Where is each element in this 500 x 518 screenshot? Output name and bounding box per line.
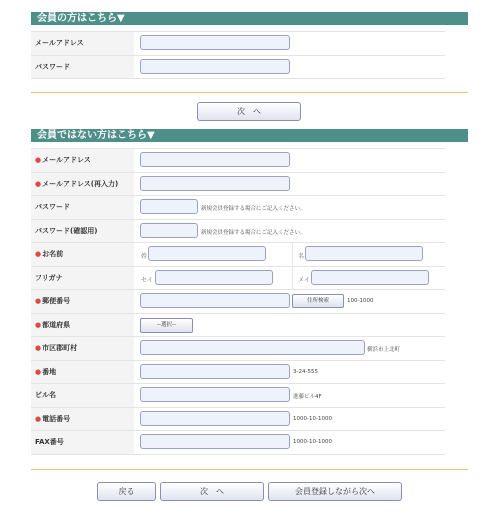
guest-name-label: ●お名前 — [31, 243, 134, 266]
last-kana-input[interactable] — [155, 270, 273, 285]
guest-kana-label: フリガナ — [31, 267, 134, 290]
guest-street-label: ●番地 — [31, 361, 134, 384]
guest-postal-row — [31, 290, 445, 314]
fax-input[interactable] — [140, 434, 290, 449]
guest-phone-row — [31, 408, 445, 432]
required-mark: ● — [35, 320, 42, 329]
required-mark: ● — [35, 250, 42, 258]
guest-password-confirm-row — [31, 220, 445, 244]
guest-email-input[interactable] — [140, 152, 290, 167]
required-mark: ● — [35, 297, 42, 305]
required-mark: ● — [35, 367, 42, 376]
password-note: 新規会員登録する場合にご記入ください。 — [201, 206, 306, 212]
postal-search-button[interactable]: 住所検索 — [292, 294, 344, 308]
phone-example: 1000-10-1000 — [293, 415, 332, 422]
first-name-prefix: 名 — [298, 253, 305, 260]
divider — [31, 469, 468, 470]
column-separator — [292, 267, 293, 290]
guest-section-header: 会員ではない方はこちら▼ — [31, 129, 468, 142]
prefecture-select[interactable]: --選択-- — [140, 318, 193, 333]
back-button[interactable]: 戻る — [97, 482, 156, 501]
fax-example: 1000-10-1000 — [293, 439, 332, 445]
required-mark: ● — [35, 179, 42, 188]
member-login-form — [31, 31, 445, 79]
guest-password-input[interactable] — [140, 199, 198, 214]
column-separator — [292, 243, 293, 266]
city-input[interactable] — [140, 340, 365, 355]
guest-email-confirm-input[interactable] — [140, 176, 290, 191]
member-email-input[interactable] — [140, 35, 290, 50]
guest-email-confirm-label: ●メールアドレス(再入力) — [31, 173, 134, 196]
street-example: 3-24-555 — [293, 368, 318, 375]
member-email-row — [31, 32, 445, 56]
postal-example: 100-1000 — [347, 298, 374, 304]
building-example: 進藤ビル4F — [293, 394, 322, 400]
guest-city-label: ●市区郡町村 — [31, 337, 134, 360]
member-next-button[interactable]: 次 へ — [197, 102, 301, 121]
guest-password-confirm-label: パスワード(確認用) — [31, 220, 134, 243]
member-password-label: パスワード — [31, 56, 134, 79]
guest-password-row — [31, 196, 445, 220]
guest-fax-label: FAX番号 — [31, 431, 134, 454]
guest-building-row — [31, 384, 445, 408]
member-section-header: 会員の方はこちら▼ — [31, 12, 468, 25]
last-name-input[interactable] — [148, 246, 266, 261]
first-name-input[interactable] — [305, 246, 423, 261]
required-mark: ● — [35, 414, 42, 423]
city-example: 横浜市上北町 — [367, 347, 401, 353]
guest-next-button[interactable]: 次 へ — [160, 482, 264, 501]
guest-email-label: ●メールアドレス — [31, 149, 134, 172]
building-input[interactable] — [140, 387, 290, 402]
first-kana-input[interactable] — [311, 270, 429, 285]
divider — [31, 92, 468, 93]
phone-input[interactable] — [140, 411, 290, 426]
first-kana-prefix: メイ — [298, 276, 310, 284]
required-mark: ● — [35, 156, 42, 164]
register-and-next-button[interactable]: 会員登録しながら次へ — [268, 482, 402, 501]
street-input[interactable] — [140, 364, 290, 379]
password-confirm-note: 新規会員登録する場合にご記入ください。 — [201, 229, 306, 236]
member-password-row — [31, 56, 445, 80]
guest-city-row — [31, 337, 445, 361]
guest-street-row — [31, 361, 445, 385]
guest-password-label: パスワード — [31, 196, 134, 219]
guest-name-row — [31, 243, 445, 267]
guest-phone-label: ●電話番号 — [31, 408, 134, 431]
guest-building-label: ビル名 — [31, 384, 134, 407]
last-name-prefix: 姓 — [141, 253, 148, 260]
guest-email-row — [31, 149, 445, 173]
guest-fax-row — [31, 431, 445, 455]
member-password-input[interactable] — [140, 59, 290, 74]
guest-email-confirm-row — [31, 173, 445, 197]
guest-postal-label: ●郵便番号 — [31, 290, 134, 313]
guest-kana-row — [31, 267, 445, 291]
postal-code-input[interactable] — [140, 293, 290, 308]
required-mark: ● — [35, 344, 42, 352]
guest-prefecture-row — [31, 314, 445, 338]
last-kana-prefix: セイ — [141, 276, 153, 284]
member-email-label: メールアドレス — [31, 32, 134, 55]
guest-prefecture-label: ●都道府県 — [31, 314, 134, 337]
guest-form — [31, 148, 445, 455]
guest-password-confirm-input[interactable] — [140, 223, 198, 238]
